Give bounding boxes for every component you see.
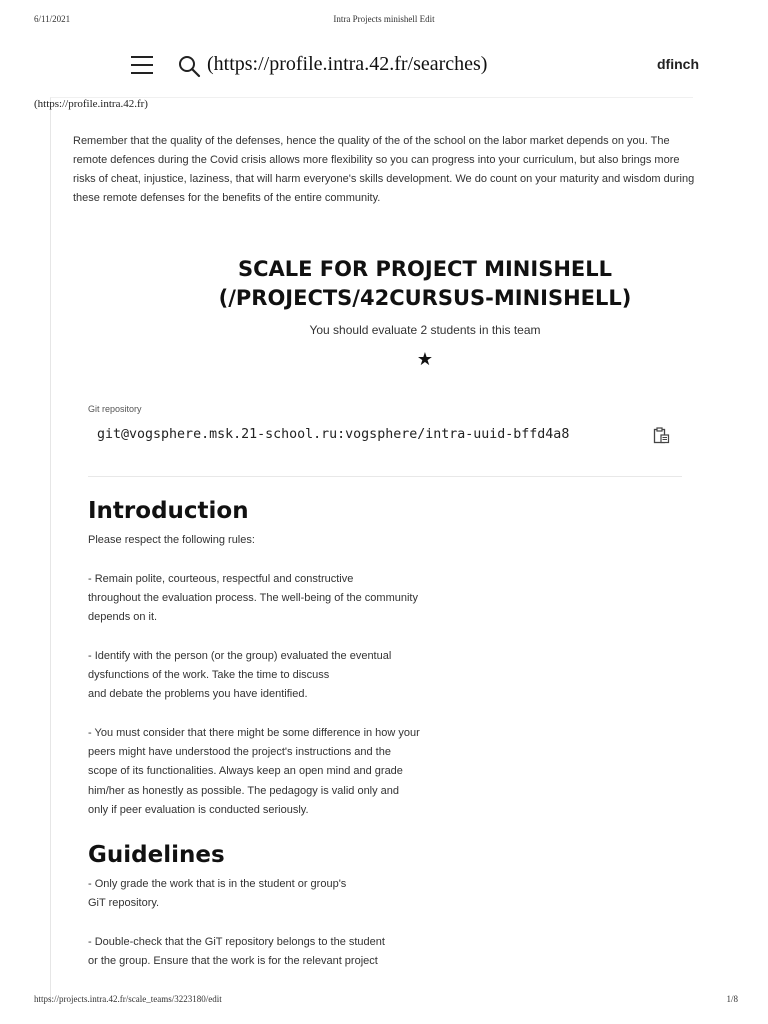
profile-home-link[interactable]: (https://profile.intra.42.fr)	[34, 98, 148, 110]
section-divider	[88, 476, 682, 477]
introduction-lead: Please respect the following rules:	[88, 534, 255, 546]
defense-notice: Remember that the quality of the defenses, hence the quality of the of the school on the labor market depends on you. The remote defences during the Covid crisis allows more flexibility so you can progress into your curriculum, but also brings more risks of cheat, injustice, laziness, that will harm everyone's skills development. We do count on your maturity and wisdom during these remote defenses for the benefits of the entire community.	[73, 135, 695, 204]
search-icon[interactable]	[177, 54, 201, 78]
introduction-rule-open-mind: - You must consider that there might be some difference in how your peers might have understood the project's instructions and the scope of its functionalities. Always keep an open mind and grade him/her as honestly as possible. The pedagogy is valid only and only if peer evaluation is conducted seriously.	[88, 727, 420, 816]
user-login[interactable]: dfinch	[657, 56, 699, 72]
clipboard-copy-icon[interactable]	[653, 427, 670, 444]
print-date: 6/11/2021	[34, 14, 71, 24]
search-link[interactable]: (https://profile.intra.42.fr/searches)	[207, 53, 488, 75]
introduction-heading: Introduction	[88, 498, 249, 524]
scale-title[interactable]	[60, 255, 768, 313]
introduction-rule-politeness: - Remain polite, courteous, respectful and constructive throughout the evaluation process. The well-being of the community depends on it.	[88, 573, 418, 624]
scale-title-line1: SCALE FOR PROJECT MINISHELL	[237, 257, 613, 281]
star-icon: ★	[416, 349, 434, 369]
guideline-git-only: - Only grade the work that is in the student or group's GiT repository.	[88, 878, 347, 910]
git-repository-url[interactable]: git@vogsphere.msk.21-school.ru:vogsphere/intra-uuid-bffd4a8	[97, 427, 570, 442]
print-page-number: 1/8	[726, 994, 738, 1004]
print-doc-title: Intra Projects minishell Edit	[333, 14, 435, 24]
guideline-double-check: - Double-check that the GiT repository belongs to the student or the group. Ensure that the work is for the relevant project	[88, 936, 385, 968]
print-footer-url: https://projects.intra.42.fr/scale_teams/3223180/edit	[34, 994, 222, 1004]
evaluation-count-note: You should evaluate 2 students in this team	[309, 323, 541, 337]
guidelines-heading: Guidelines	[88, 842, 225, 868]
top-navigation-bar	[0, 50, 768, 86]
git-repository-label: Git repository	[88, 404, 142, 414]
introduction-rule-identify: - Identify with the person (or the group) evaluated the eventual dysfunctions of the work. Take the time to discuss and debate the problems you have identified.	[88, 650, 392, 701]
hamburger-menu-icon[interactable]	[131, 56, 153, 74]
scale-title-line2[interactable]: (/PROJECTS/42CURSUS-MINISHELL)	[218, 286, 632, 310]
